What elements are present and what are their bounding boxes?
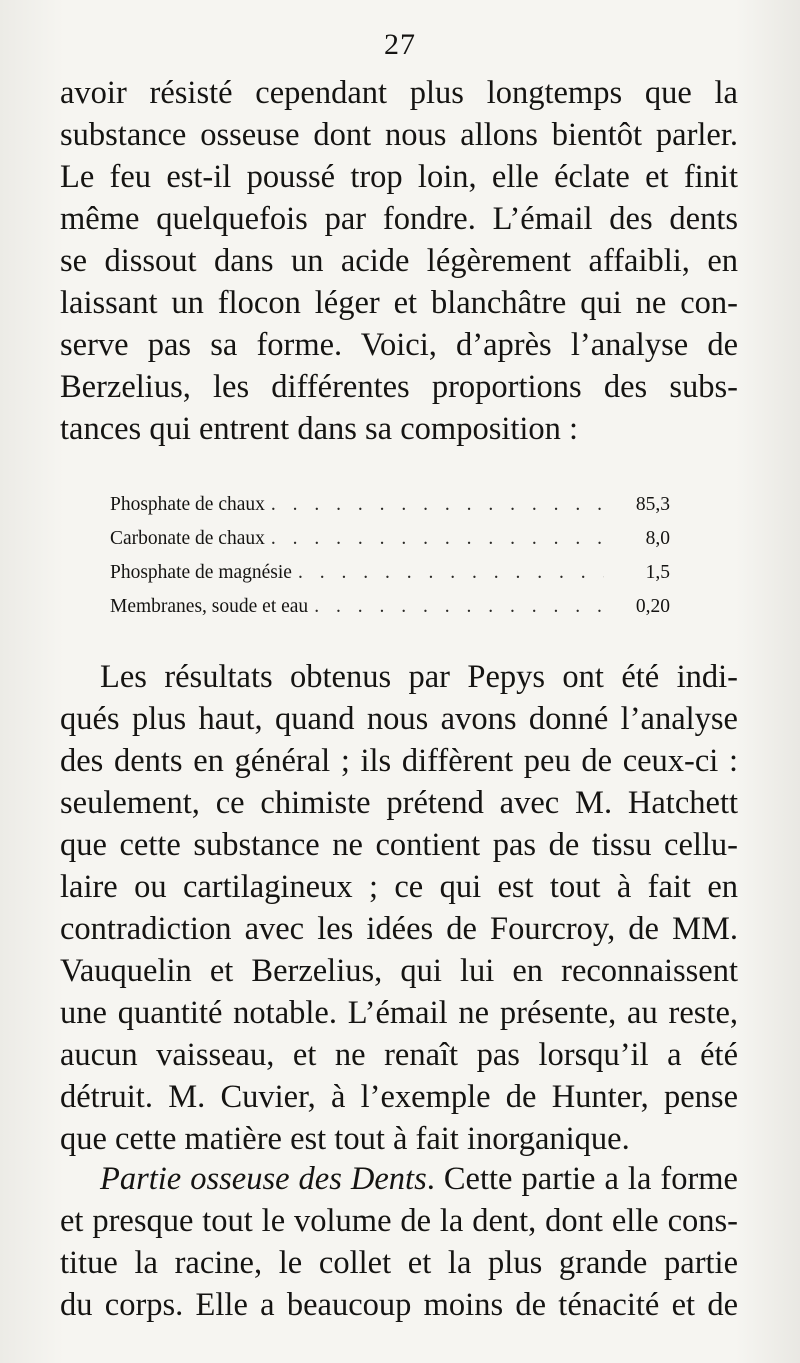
text-line: laissant un flocon léger et blanchâtre qui ne con- <box>60 285 738 321</box>
component-label: Carbonate de chaux <box>110 528 265 549</box>
component-label: Phosphate de magnésie <box>110 562 292 583</box>
text-line: des dents en général ; ils diffèrent peu de ceux-ci : <box>60 743 738 779</box>
text-line: contradiction avec les idées de Fourcroy, de MM. <box>60 911 738 947</box>
text-line: du corps. Elle a beaucoup moins de ténacité et de <box>60 1287 738 1323</box>
text-line: Les résultats obtenus par Pepys ont été indi- <box>100 659 738 695</box>
text-line <box>60 1158 738 1200</box>
paragraph-enamel-properties <box>60 72 738 450</box>
text-line: laire ou cartilagineux ; ce qui est tout à fait en <box>60 869 738 905</box>
dot-leader <box>271 494 604 516</box>
text-line: avoir résisté cependant plus longtemps que la <box>60 75 738 111</box>
component-value: 0,20 <box>635 596 670 617</box>
text-line: se dissout dans un acide légèrement affaibli, en <box>60 243 738 279</box>
text-line: titue la racine, le collet et la plus grande partie <box>60 1245 738 1281</box>
text-line: une quantité notable. L’émail ne présente, au reste, <box>60 995 738 1031</box>
section-title: Partie osseuse des Dents <box>100 1161 427 1197</box>
text-line: détruit. M. Cuvier, à l’exemple de Hunter, pense <box>60 1079 738 1115</box>
text-line: que cette substance ne contient pas de tissu cellu- <box>60 827 738 863</box>
text-line: seulement, ce chimiste prétend avec M. Hatchett <box>60 785 738 821</box>
component-label: Phosphate de chaux <box>110 494 265 515</box>
text-line: substance osseuse dont nous allons bientôt parler. <box>60 117 738 153</box>
text-line: que cette matière est tout à fait inorganique. <box>60 1121 630 1157</box>
text-line: Vauquelin et Berzelius, qui lui en reconnaissent <box>60 953 738 989</box>
table-row <box>110 562 670 596</box>
dot-leader <box>271 528 604 550</box>
dot-leader <box>314 596 604 618</box>
page-number: 27 <box>384 28 416 61</box>
paragraph-pepys-results <box>60 656 738 1160</box>
text-line: qués plus haut, quand nous avons donné l’analyse <box>60 701 738 737</box>
text-line: et presque tout le volume de la dent, dont elle cons- <box>60 1203 738 1239</box>
text-line: serve pas sa forme. Voici, d’après l’analyse de <box>60 327 738 363</box>
table-row <box>110 596 670 630</box>
text-line: tances qui entrent dans sa composition : <box>60 411 579 447</box>
paragraph-bony-part <box>60 1158 738 1326</box>
component-value: 1,5 <box>645 562 670 583</box>
composition-table <box>110 494 670 630</box>
table-row <box>110 528 670 562</box>
text-line: Le feu est-il poussé trop loin, elle éclate et finit <box>60 159 738 195</box>
component-value: 85,3 <box>635 494 670 515</box>
dot-leader <box>298 562 604 584</box>
text-fragment: . Cette partie a la forme <box>426 1161 738 1197</box>
text-line: aucun vaisseau, et ne renaît pas lorsqu’il a été <box>60 1037 738 1073</box>
component-value: 8,0 <box>645 528 670 549</box>
component-label: Membranes, soude et eau <box>110 596 309 617</box>
table-row <box>110 494 670 528</box>
text-line: même quelquefois par fondre. L’émail des dents <box>60 201 738 237</box>
text-line: Berzelius, les différentes proportions des subs- <box>60 369 738 405</box>
